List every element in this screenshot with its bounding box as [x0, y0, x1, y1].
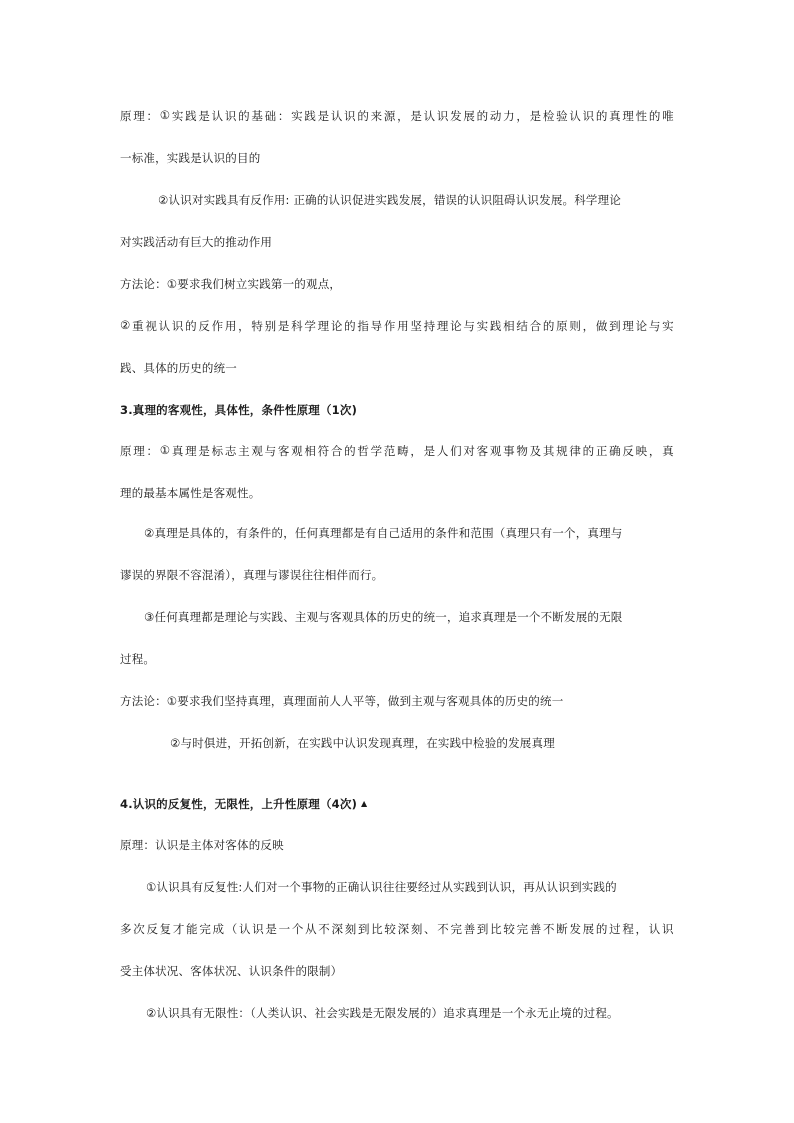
paragraph-line: 过程。 [120, 652, 156, 666]
section-heading-text: 4.认识的反复性，无限性，上升性原理（4次) [120, 797, 358, 811]
section-heading [120, 796, 367, 812]
paragraph-line: 受主体状况、客体状况、认识条件的限制） [120, 964, 343, 978]
paragraph-line: ①认识具有反复性:人们对一个事物的正确认识往往要经过从实践到认识，再从认识到实践的 [146, 880, 617, 894]
paragraph-line: ②真理是具体的，有条件的，任何真理都是有自己适用的条件和范围（真理只有一个，真理与 [144, 526, 623, 540]
paragraph-line: 理的最基本属性是客观性。 [120, 486, 261, 500]
paragraph-line: 原 理 ： ① 真 理 是 标 志 主 观 与 客 观 相 符 合 的 哲 学 范 畴 ， 是 人 们 对 客 观 事 物 及 其 规 律 的 正 确 反 映 ， 真 [120, 443, 674, 458]
paragraph-line: 践、具体的历史的统一 [120, 361, 237, 375]
paragraph-line: ②认识对实践具有反作用: 正确的认识促进实践发展，错误的认识阻碍认识发展。科学理论 [158, 193, 622, 207]
section-heading: 3.真理的客观性，具体性，条件性原理（1次) [120, 403, 358, 417]
paragraph-line: 谬误的界限不容混淆），真理与谬误往往相伴而行。 [120, 568, 384, 582]
paragraph-line: ②认识具有无限性：（人类认识、社会实践是无限发展的）追求真理是一个永无止境的过程。 [146, 1006, 619, 1020]
triangle-icon: ▲ [361, 799, 368, 808]
paragraph-line: 多 次 反 复 才 能 完 成 （ 认 识 是 一 个 从 不 深 刻 到 比 较 深 刻 、 不 完 善 到 比 较 完 善 不 断 发 展 的 过 程 ， 认 识 [120, 922, 674, 936]
paragraph-line: ②与时俱进，开拓创新，在实践中认识发现真理，在实践中检验的发展真理 [170, 736, 555, 750]
paragraph-line: 方法论：①要求我们坚持真理，真理面前人人平等，做到主观与客观具体的历史的统一 [120, 694, 564, 708]
paragraph-line: 原 理 ： ① 实 践 是 认 识 的 基 础 ： 实 践 是 认 识 的 来 源 ， 是 认 识 发 展 的 动 力 ， 是 检 验 认 识 的 真 理 性 的 唯 [120, 108, 674, 123]
paragraph-line: 一标准，实践是认识的目的 [120, 151, 261, 165]
paragraph-line: 方法论：①要求我们树立实践第一的观点， [120, 277, 342, 291]
paragraph-line: 对实践活动有巨大的推动作用 [120, 235, 273, 249]
paragraph-line: ③任何真理都是理论与实践、主观与客观具体的历史的统一，追求真理是一个不断发展的无限 [144, 610, 623, 624]
paragraph-line: 原理：认识是主体对客体的反映 [120, 838, 284, 852]
paragraph-line: ② 重 视 认 识 的 反 作 用 ， 特 别 是 科 学 理 论 的 指 导 作 用 坚 持 理 论 与 实 践 相 结 合 的 原 则 ， 做 到 理 论 与 实 [120, 318, 674, 333]
